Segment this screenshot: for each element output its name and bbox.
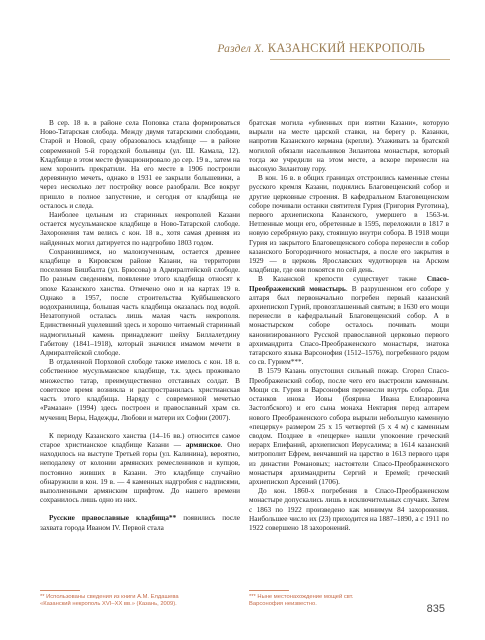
- bold-term: Русские православные кладбища**: [49, 514, 177, 523]
- paragraph-orthodox: [40, 514, 240, 532]
- paragraph: Сохранившимся, но малоизученным, остается древнее кладбище в Кировском районе Казани, на территории поселения Бишбалта (ул. Брюсова) в Адмиралтейской слободе. По разным сведениям, появление этого кладбища относят к эпохе Казанского ханства. Отмечено оно и на картах 19 в. Однако в 1957, после строительства Куйбышевского водохранилища, большая часть кладбища оказалась под водой. Незатопуной осталась лишь малая часть некрополя. Единственный уцелевший здесь и хорошо читаемый старинный надмогильный камень принадлежит шейху Биллалетдину Габитову (1841–1918), который значился имамом мечети в Адмиралтейской слободе.: [40, 247, 240, 358]
- paragraph: В отдаленной Порховой слободе также имелось с кон. 18 в. собственное мусульманское кладбище, т.к. здесь проживало множество татар, преимущественно отставных солдат. В советское время возникла и распространилась христианская часть этого кладбища. Наряду с современной мечетью «Рамазан» (1994) здесь построен и православный храм св. мучениц Веры, Надежды, Любови и матери их Софии (2007).: [40, 358, 240, 422]
- footnote-rule-left: [40, 590, 80, 591]
- header-rule: [270, 59, 450, 60]
- paragraph: В сер. 18 в. в районе села Поповка стала формироваться Ново-Татарская слобода. Между двумя татарскими слободами, Старой и Новой, сразу образовалось кладбище — в районе современной 5-й городской больницы (ул. Ш. Камала, 12). Кладбище в этом месте функционировало до сер. 19 в., затем на нем хоронить прекратили. На его месте в 1906 построили деревянную мечеть, однако в 1931 ее закрыли большевики, а через несколько лет постройку вовсе разобрали. Все вокруг пришло в полное запустение, и сегодня от кладбища не осталось и следа.: [40, 119, 240, 210]
- text-run: появились после захвата города Иваном IV. Первой стала: [40, 514, 240, 532]
- paragraph: До кон. 1860-х погребения в Спасо-Преображенском монастыре допускались лишь в исключительных случаях. Затем с 1863 по 1922 произведено как минимум 84 захоронения. Наибольшее число их (23) приходится на 1887–1890, а с 1911 по 1922 совершено 18 захоронений.: [249, 487, 449, 532]
- page-number: 835: [426, 603, 445, 615]
- paragraph: [249, 275, 449, 367]
- left-column: [40, 119, 240, 533]
- footnote-rule-right: [249, 590, 289, 591]
- paragraph: В кон. 16 в. в общих границах отстроились каменные стены русского кремля Казани, поднялись Благовещенский собор и другие церковные строения. В кафедральном Благовещенском соборе почивали останки святителя Гурия (Григория Руготина), первого архиепископа Казанского, умершего в 1563-м. Нетленные мощи его, обретенные в 1595, переложили в 1817 в новую серебряную раку, стоявшую внутри собора. В 1918 мощи Гурия из закрытого Благовещенского собора перенесли в собор казанского Богородичного монастыря, а после его закрытия в 1929 — в церковь Ярославских чудотворцев на Арском кладбище, где они покоятся по сей день.: [249, 174, 449, 275]
- section-label: Раздел X.: [217, 43, 265, 55]
- page-header: [0, 0, 485, 110]
- bold-term: армянское: [185, 440, 221, 449]
- right-column: [249, 119, 449, 533]
- paragraph: В 1579 Казань опустошил сильный пожар. Сгорел Спасо-Преображенский собор, после чего его выстроили каменным. Мощи св. Гурия и Варсонофия перенесли внутрь собора. Для останков инока Иовы (боярина Ивана Елизаровича Застолбского) и его сына монаха Нектария перед алтарем нового Преображенского собора вырыли небольшую каменную «пещерку» размером 25 х 15 четвертей (5 х 4 м) с каменным сводом. Позднее в «пещерке» нашли упокоение греческий иерарх Епифаний, архиепископ Иерусалима; в 1614 казанский митрополит Ефрем, венчавший на царство в 1613 первого царя из династии Романовых; настоятели Спасо-Преображенского монастыря архимандриты Сергий и Еремей; греческий архиепископ Арсений (1706).: [249, 367, 449, 486]
- paragraph: братская могила «убиенных при взятии Казани», которую вырыли на месте царской ставки, на берегу р. Казанки, напротив Казанского кермана (крепли). Ухаживать за братской могилой обязали насельников Зилантова монастыря, который тогда же учредили на этом месте, а вскоре перенесли на высокую Зилантову гору.: [249, 119, 449, 174]
- section-title: КАЗАНСКИЙ НЕКРОПОЛЬ: [267, 41, 425, 55]
- text-run: В Казанской крепости существует также: [258, 275, 427, 284]
- text-run: . В разрушенном его соборе у алтаря был первоначально погребен первый казанский архиепископ Гурий, провозглашенный святым; в 1630 его мощи перенесли в кафедральный Благовещенский собор. А в монастырском соборе осталось почивать мощи канонизированного Русской православной церковью первого архимандрита Спасо-Преображенского монастыря, знатока татарского языка Варсонофия (1512–1576), погребенного рядом со св. Гурием***.: [249, 284, 450, 367]
- paragraph: Наиболее цельным из старинных некрополей Казани остается мусульманское кладбище в Ново-Татарской слободе. Захоронения там велись с кон. 18 в., хотя самая древняя из найденных могил датируется по надгробию 1803 годом.: [40, 211, 240, 247]
- text-run: К периоду Казанского ханства (14–16 вв.) относится самое старое христианское кладбище Казани —: [40, 431, 240, 449]
- footnote-left: ** Использованы сведения из книги А.М. Елдашева «Казанский некрополь XVI–XX вв.» (Казань, 2009).: [40, 594, 179, 607]
- paragraph-armenian: [40, 432, 240, 506]
- footnote-right: *** Ныне местонахождение мощей свт. Варсонофия неизвестно.: [249, 594, 354, 607]
- bold-term: Спасо-Преображенский монастырь: [249, 275, 449, 293]
- header-title: [217, 41, 425, 56]
- text-run: . Оно находилось на выступе Третьей горы (ул. Калинина), вероятно, неподалеку от колонии армянских ремесленников и купцов, постоянно живших в Казани. Это кладбище случайно обнаружили в кон. 19 в. — 4 каменных надгробия с надписями, выполненными армянским шрифтом. До нашего времени сохранилось лишь одно из них.: [40, 440, 240, 505]
